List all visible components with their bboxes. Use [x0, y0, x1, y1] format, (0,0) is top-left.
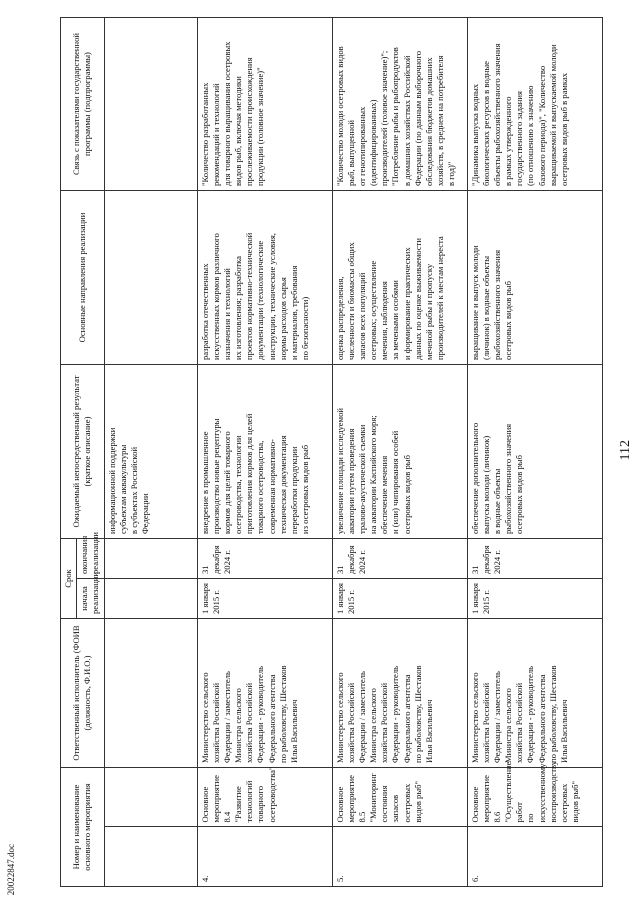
- cell-link: "Количество молоди осетровых видов рыб, выпущенной от генотипированных (идентифицированных) производителей (головое значение)"; "Потребление рыбы и рыбопродуктов в домашних хозяйствах Российской Федерации (по данным выборочного обследования бюджетов домашних хозяйств, в среднем на потребителя в год)": [332, 18, 467, 191]
- cell-directions: разработка отечественных искусственных кормов различного назначения и технологий их изготовления; разработка проектов нормативно-технической документации (технологические инструкции, технические условия, нормы расходов сырья и материалов, требования по безопасности): [197, 191, 332, 365]
- cell-responsible: Министерство сельского хозяйства Российской Федерации / заместитель Министра сельского хозяйства Российской Федерации - руководитель Федерального агентства по рыболовству, Шестаков Илья Васильевич: [467, 619, 602, 768]
- cell-link: "Динамика выпуска водных биологических ресурсов в водные объекты рыбохозяйственного значения в рамках утвержденного государственного задания (по отношению к значению базового периода)", "Количество выращиваемой и выпускаемой молоди осетровых видов рыб в рамках: [467, 18, 602, 191]
- header-link: Связь с показателями государственной программы (подпрограммы): [61, 18, 105, 191]
- cell-end: 31 декабря 2024 г.: [332, 539, 467, 579]
- cell-link: "Количество разработанных рекомендаций и технологий для товарного выращивания осетровых видов рыб, включая методики прослеживаемости происхождения продукции (головное значение)": [197, 18, 332, 191]
- cell-empty: [104, 827, 197, 887]
- cell-number: 4.: [197, 827, 332, 887]
- cell-name: Основное мероприятие 8.5 "Мониторинг состояния запасов осетровых видов рыб": [332, 768, 467, 828]
- cell-empty: [104, 191, 197, 365]
- table-row-continuation: [104, 18, 197, 887]
- cell-empty: [104, 768, 197, 828]
- cell-number: 6.: [467, 827, 602, 887]
- cell-start: 1 января 2015 г.: [332, 579, 467, 619]
- cell-end: 31 декабря 2024 г.: [467, 539, 602, 579]
- table-row: [467, 18, 602, 887]
- cell-name: Основное мероприятие 8.4 "Развитие технологий товарного осетроводства": [197, 768, 332, 828]
- header-result: Ожидаемый непосредственный результат (краткое описание): [61, 365, 105, 539]
- cell-empty: [104, 579, 197, 619]
- cell-end: 31 декабря 2024 г.: [197, 539, 332, 579]
- cell-result: обеспечение дополнительного выпуска молоди (личинок) в водные объекты рыбохозяйственного значения осетровых видов рыб: [467, 365, 602, 539]
- table-row: [332, 18, 467, 887]
- header-name: Номер и наименование основного мероприятия: [61, 768, 105, 887]
- header-responsible: Ответственный исполнитель (ФОИВ (должность, Ф.И.О.): [61, 619, 105, 768]
- rotated-table-sheet: [60, 17, 595, 887]
- cell-result: внедрение в промышленное производство новые рецептуры кормов для целей товарного осетроводства, технологии приготовления кормов для целей товарного осетроводства, современная нормативно- техническая документация переработки продукции из осетровых видов рыб: [197, 365, 332, 539]
- cell-empty: [104, 539, 197, 579]
- cell-directions: оценка распределения, численности и биомассы общих запасов всех популяций осетровых; осуществление мечения, наблюдения за мечеными особями и формирование практических данных по оценке выживаемости меченой рыбы и пропуску производителей к местам нереста: [332, 191, 467, 365]
- table-row: [197, 18, 332, 887]
- cell-empty: [104, 18, 197, 191]
- cell-result: информационной поддержки субъектам аквакультуры в субъектах Российской Федерации: [104, 365, 197, 539]
- cell-start: 1 января 2015 г.: [467, 579, 602, 619]
- cell-name: Основное мероприятие 8.6 "Осуществление работ по искусственному воспроизводству осетровых видов рыб": [467, 768, 602, 828]
- cell-number: 5.: [332, 827, 467, 887]
- cell-directions: выращивание и выпуск молоди (личинок) в водные объекты рыбохозяйственного значения осетровых видов рыб: [467, 191, 602, 365]
- cell-start: 1 января 2015 г.: [197, 579, 332, 619]
- header-term: Срок: [61, 539, 77, 619]
- cell-responsible: Министерство сельского хозяйства Российской Федерации / заместитель Министра сельского хозяйства Российской Федерации - руководитель Федерального агентства по рыболовству, Шестаков Илья Васильевич: [332, 619, 467, 768]
- cell-responsible: Министерство сельского хозяйства Российской Федерации / заместитель Министра сельского хозяйства Российской Федерации - руководитель Федерального агентства по рыболовству, Шестаков Илья Васильевич: [197, 619, 332, 768]
- header-start: начала реализации: [77, 579, 104, 619]
- header-end: окончания реализации: [77, 539, 104, 579]
- header-directions: Основные направления реализации: [61, 191, 105, 365]
- page-number: 112: [618, 440, 633, 461]
- cell-empty: [104, 619, 197, 768]
- measures-table: [60, 17, 603, 887]
- document-file-code: 20022847.doc: [6, 843, 16, 895]
- cell-result: увеличение площади исследуемой акватории путем проведения тралово-акустической съемки на акватории Каспийского моря; обеспечение мечения и (или) чипирования особей осетровых видов рыб: [332, 365, 467, 539]
